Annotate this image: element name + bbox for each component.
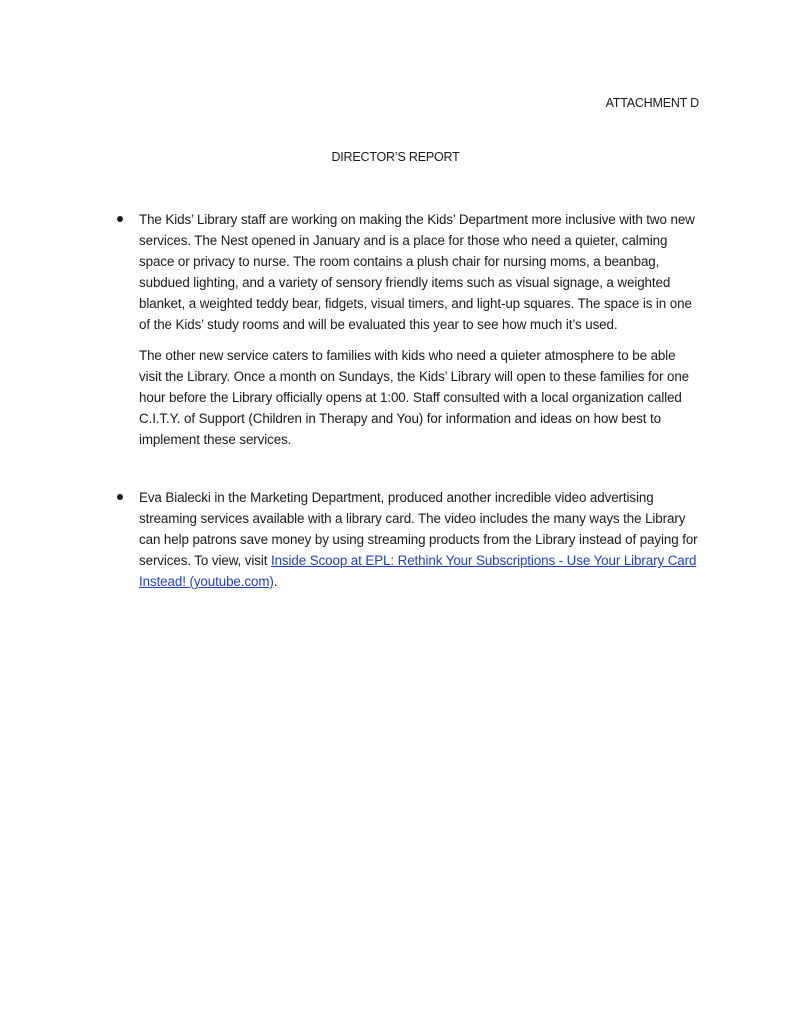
bullet-icon: [117, 216, 123, 222]
paragraph-sunday-service: The other new service caters to families with kids who need a quieter atmosphere to be able visit the Library. Once a month on Sundays, the Kids’ Library will open to these families for one hour before the Library officially opens at 1:00. Staff consulted with a local organization called C.I.T.Y. of Support (Children in Therapy and You) for information and ideas on how best to implement these services.: [139, 348, 690, 447]
bullet-icon: [117, 494, 123, 500]
youtube-video-link[interactable]: Inside Scoop at EPL: Rethink Your Subscriptions - Use Your Library Card Instead! (youtube.com): [139, 553, 697, 589]
bullet-list: [139, 209, 701, 592]
paragraph-video: [139, 487, 701, 592]
attachment-label: ATTACHMENT D: [605, 96, 699, 110]
bullet-item-kids-library: [139, 209, 701, 450]
bullet-item-marketing-video: [139, 487, 701, 592]
video-text-end: .: [273, 574, 278, 589]
paragraph-nest: The Kids’ Library staff are working on making the Kids’ Department more inclusive with two new services. The Nest opened in January and is a place for those who need a quieter, calming space or privacy to nurse. The room contains a plush chair for nursing moms, a beanbag, subdued lighting, and a variety of sensory friendly items such as visual signage, a weighted blanket, a weighted teddy bear, fidgets, visual timers, and light-up squares. The space is in one of the Kids’ study rooms and will be evaluated this year to see how much it’s used.: [139, 212, 695, 332]
video-text: Eva Bialecki in the Marketing Department, produced another incredible video advertising streaming services available with a library card. The video includes the many ways the Library can help patrons save money by using streaming products from the Library instead of paying for services. To view, visit: [139, 490, 698, 568]
report-title: DIRECTOR’S REPORT: [331, 150, 460, 164]
